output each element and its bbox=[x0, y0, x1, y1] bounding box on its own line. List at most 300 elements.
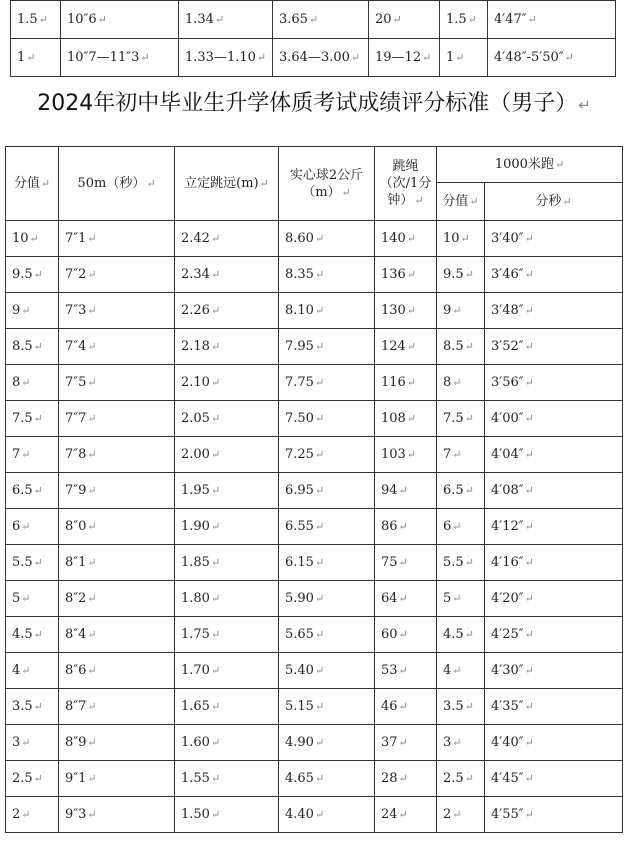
cell-value: 2.26 bbox=[181, 303, 210, 318]
table-cell bbox=[279, 617, 375, 653]
cell-value: 4′12″ bbox=[491, 519, 524, 534]
cell-value: 7″2 bbox=[65, 267, 87, 282]
table-cell bbox=[437, 653, 485, 689]
cell-value: 3′52″ bbox=[491, 339, 524, 354]
paragraph-mark-icon: ↵ bbox=[398, 592, 408, 605]
top-table-row bbox=[11, 1, 616, 39]
table-cell bbox=[59, 473, 175, 509]
header-50m-run: 50m（秒）↵ bbox=[59, 147, 175, 221]
table-cell bbox=[375, 293, 437, 329]
table-cell bbox=[179, 1, 273, 39]
table-cell bbox=[59, 365, 175, 401]
table-cell bbox=[485, 257, 623, 293]
cell-value: 7 bbox=[12, 447, 21, 462]
paragraph-mark-icon: ↵ bbox=[33, 556, 43, 569]
table-cell bbox=[59, 725, 175, 761]
cell-value: 8 bbox=[443, 375, 452, 390]
paragraph-mark-icon: ↵ bbox=[422, 51, 432, 64]
cell-value: 7.25 bbox=[285, 447, 314, 462]
cell-value: 5.40 bbox=[285, 663, 314, 678]
cell-value: 1 bbox=[446, 50, 455, 65]
table-cell bbox=[6, 797, 59, 833]
table-cell bbox=[273, 1, 369, 39]
table-cell bbox=[6, 473, 59, 509]
paragraph-mark-icon: ↵ bbox=[314, 808, 325, 821]
cell-value: 9.5 bbox=[12, 267, 33, 282]
table-cell bbox=[485, 437, 623, 473]
table-cell bbox=[279, 329, 375, 365]
paragraph-mark-icon: ↵ bbox=[308, 13, 319, 26]
table-row bbox=[6, 401, 623, 437]
cell-value: 7″9 bbox=[65, 483, 87, 498]
cell-value: 1.50 bbox=[181, 807, 210, 822]
paragraph-mark-icon: ↵ bbox=[314, 664, 325, 677]
cell-value: 8″4 bbox=[65, 627, 87, 642]
table-cell bbox=[437, 581, 485, 617]
cell-value: 1.70 bbox=[181, 663, 210, 678]
cell-value: 9.5 bbox=[443, 267, 464, 282]
paragraph-mark-icon: ↵ bbox=[314, 736, 325, 749]
paragraph-mark-icon: ↵ bbox=[578, 96, 591, 114]
paragraph-mark-icon: ↵ bbox=[87, 700, 97, 713]
table-cell bbox=[485, 221, 623, 257]
table-cell bbox=[437, 257, 485, 293]
cell-value: 75 bbox=[381, 555, 398, 570]
cell-value: 8.5 bbox=[443, 339, 464, 354]
table-row bbox=[6, 293, 623, 329]
paragraph-mark-icon: ↵ bbox=[87, 556, 97, 569]
paragraph-mark-icon: ↵ bbox=[406, 376, 417, 389]
table-row bbox=[6, 473, 623, 509]
paragraph-mark-icon: ↵ bbox=[21, 520, 31, 533]
table-cell bbox=[375, 725, 437, 761]
table-cell bbox=[375, 581, 437, 617]
table-row bbox=[6, 221, 623, 257]
paragraph-mark-icon: ↵ bbox=[524, 664, 534, 677]
paragraph-mark-icon: ↵ bbox=[87, 772, 97, 785]
paragraph-mark-icon: ↵ bbox=[314, 376, 325, 389]
paragraph-mark-icon: ↵ bbox=[210, 808, 221, 821]
paragraph-mark-icon: ↵ bbox=[33, 484, 43, 497]
table-cell bbox=[279, 761, 375, 797]
paragraph-mark-icon: ↵ bbox=[524, 592, 534, 605]
table-cell bbox=[375, 797, 437, 833]
table-cell bbox=[175, 221, 279, 257]
paragraph-mark-icon: ↵ bbox=[210, 484, 221, 497]
paragraph-mark-icon: ↵ bbox=[398, 484, 408, 497]
table-cell bbox=[279, 797, 375, 833]
table-cell bbox=[375, 257, 437, 293]
paragraph-mark-icon: ↵ bbox=[524, 340, 534, 353]
table-cell bbox=[279, 545, 375, 581]
table-cell bbox=[6, 329, 59, 365]
paragraph-mark-icon: ↵ bbox=[406, 448, 417, 461]
cell-value: 2.5 bbox=[12, 771, 33, 786]
table-row bbox=[6, 617, 623, 653]
cell-value: 64 bbox=[381, 591, 398, 606]
cell-value: 140 bbox=[381, 231, 406, 246]
cell-value: 5.90 bbox=[285, 591, 314, 606]
paragraph-mark-icon: ↵ bbox=[87, 664, 97, 677]
paragraph-mark-icon: ↵ bbox=[406, 412, 417, 425]
table-cell bbox=[369, 1, 440, 39]
table-cell bbox=[375, 437, 437, 473]
cell-value: 86 bbox=[381, 519, 398, 534]
table-cell bbox=[437, 509, 485, 545]
cell-value: 1 bbox=[17, 50, 26, 65]
table-cell bbox=[59, 545, 175, 581]
table-cell bbox=[279, 365, 375, 401]
paragraph-mark-icon: ↵ bbox=[210, 592, 221, 605]
table-row bbox=[6, 329, 623, 365]
table-cell bbox=[59, 401, 175, 437]
table-cell bbox=[11, 1, 61, 39]
cell-value: 1.34 bbox=[185, 12, 214, 27]
cell-value: 2.18 bbox=[181, 339, 210, 354]
cell-value: 4′55″ bbox=[491, 807, 524, 822]
top-table-row bbox=[11, 39, 616, 77]
table-cell bbox=[6, 365, 59, 401]
table-cell bbox=[279, 581, 375, 617]
cell-value: 6 bbox=[443, 519, 452, 534]
table-cell bbox=[375, 365, 437, 401]
table-row bbox=[6, 257, 623, 293]
paragraph-mark-icon: ↵ bbox=[406, 304, 417, 317]
table-row bbox=[6, 653, 623, 689]
paragraph-mark-icon: ↵ bbox=[398, 520, 408, 533]
table-cell bbox=[59, 437, 175, 473]
table-cell bbox=[6, 221, 59, 257]
table-cell bbox=[59, 653, 175, 689]
paragraph-mark-icon: ↵ bbox=[524, 412, 534, 425]
cell-value: 9 bbox=[12, 303, 21, 318]
paragraph-mark-icon: ↵ bbox=[406, 268, 417, 281]
cell-value: 3 bbox=[443, 735, 452, 750]
paragraph-mark-icon: ↵ bbox=[87, 304, 97, 317]
page-title bbox=[0, 86, 628, 117]
paragraph-mark-icon: ↵ bbox=[87, 340, 97, 353]
paragraph-mark-icon: ↵ bbox=[210, 664, 221, 677]
header-standing-jump: 立定跳远(m)↵ bbox=[175, 147, 279, 221]
paragraph-mark-icon: ↵ bbox=[524, 808, 534, 821]
table-cell bbox=[488, 1, 616, 39]
paragraph-mark-icon: ↵ bbox=[398, 736, 408, 749]
paragraph-mark-icon: ↵ bbox=[21, 736, 31, 749]
paragraph-mark-icon: ↵ bbox=[314, 592, 325, 605]
cell-value: 5.5 bbox=[12, 555, 33, 570]
paragraph-mark-icon: ↵ bbox=[97, 13, 107, 26]
table-cell bbox=[440, 1, 488, 39]
table-cell bbox=[6, 545, 59, 581]
cell-value: 1.55 bbox=[181, 771, 210, 786]
cell-value: 8″0 bbox=[65, 519, 87, 534]
paragraph-mark-icon: ↵ bbox=[455, 51, 465, 64]
table-cell bbox=[279, 689, 375, 725]
paragraph-mark-icon: ↵ bbox=[524, 700, 534, 713]
paragraph-mark-icon: ↵ bbox=[524, 232, 534, 245]
paragraph-mark-icon: ↵ bbox=[314, 448, 325, 461]
paragraph-mark-icon: ↵ bbox=[464, 628, 474, 641]
cell-value: 8.60 bbox=[285, 231, 314, 246]
table-cell bbox=[375, 617, 437, 653]
paragraph-mark-icon: ↵ bbox=[210, 412, 221, 425]
cell-value: 4′45″ bbox=[491, 771, 524, 786]
cell-value: 8″9 bbox=[65, 735, 87, 750]
table-row bbox=[6, 689, 623, 725]
cell-value: 20 bbox=[375, 12, 392, 27]
table-cell bbox=[59, 293, 175, 329]
cell-value: 4′20″ bbox=[491, 591, 524, 606]
cell-value: 8″6 bbox=[65, 663, 87, 678]
table-cell bbox=[437, 329, 485, 365]
paragraph-mark-icon: ↵ bbox=[464, 556, 474, 569]
paragraph-mark-icon: ↵ bbox=[398, 664, 408, 677]
table-row bbox=[6, 797, 623, 833]
table-cell bbox=[175, 725, 279, 761]
paragraph-mark-icon: ↵ bbox=[210, 304, 221, 317]
table-cell bbox=[279, 221, 375, 257]
cell-value: 7″4 bbox=[65, 339, 87, 354]
paragraph-mark-icon: ↵ bbox=[26, 51, 36, 64]
cell-value: 108 bbox=[381, 411, 406, 426]
cell-value: 24 bbox=[381, 807, 398, 822]
paragraph-mark-icon: ↵ bbox=[87, 232, 97, 245]
table-cell bbox=[175, 293, 279, 329]
cell-value: 2.05 bbox=[181, 411, 210, 426]
table-row bbox=[6, 725, 623, 761]
cell-value: 7″5 bbox=[65, 375, 87, 390]
table-cell bbox=[279, 401, 375, 437]
paragraph-mark-icon: ↵ bbox=[406, 340, 417, 353]
paragraph-mark-icon: ↵ bbox=[140, 51, 150, 64]
cell-value: 103 bbox=[381, 447, 406, 462]
paragraph-mark-icon: ↵ bbox=[452, 376, 462, 389]
table-cell bbox=[59, 329, 175, 365]
paragraph-mark-icon: ↵ bbox=[314, 304, 325, 317]
paragraph-mark-icon: ↵ bbox=[464, 340, 474, 353]
table-cell bbox=[375, 761, 437, 797]
table-row bbox=[6, 365, 623, 401]
table-cell bbox=[175, 545, 279, 581]
paragraph-mark-icon: ↵ bbox=[452, 736, 462, 749]
cell-value: 2.42 bbox=[181, 231, 210, 246]
table-cell bbox=[437, 401, 485, 437]
paragraph-mark-icon: ↵ bbox=[87, 376, 97, 389]
cell-value: 3.5 bbox=[443, 699, 464, 714]
cell-value: 7 bbox=[443, 447, 452, 462]
paragraph-mark-icon: ↵ bbox=[524, 772, 534, 785]
cell-value: 7″8 bbox=[65, 447, 87, 462]
table-row bbox=[6, 437, 623, 473]
paragraph-mark-icon: ↵ bbox=[21, 376, 31, 389]
paragraph-mark-icon: ↵ bbox=[210, 520, 221, 533]
title-text: 2024年初中毕业生升学体质考试成绩评分标准（男子） bbox=[37, 91, 578, 116]
cell-value: 6.5 bbox=[443, 483, 464, 498]
cell-value: 6.55 bbox=[285, 519, 314, 534]
table-cell bbox=[61, 1, 179, 39]
table-cell bbox=[375, 653, 437, 689]
paragraph-mark-icon: ↵ bbox=[87, 592, 97, 605]
paragraph-mark-icon: ↵ bbox=[524, 448, 534, 461]
table-cell bbox=[175, 581, 279, 617]
paragraph-mark-icon: ↵ bbox=[87, 520, 97, 533]
cell-value: 4′04″ bbox=[491, 447, 524, 462]
cell-value: 7″7 bbox=[65, 411, 87, 426]
cell-value: 4′35″ bbox=[491, 699, 524, 714]
paragraph-mark-icon: ↵ bbox=[464, 412, 474, 425]
table-cell bbox=[6, 581, 59, 617]
table-cell bbox=[6, 293, 59, 329]
paragraph-mark-icon: ↵ bbox=[33, 700, 43, 713]
paragraph-mark-icon: ↵ bbox=[452, 520, 462, 533]
table-cell bbox=[375, 329, 437, 365]
paragraph-mark-icon: ↵ bbox=[21, 448, 31, 461]
cell-value: 4.90 bbox=[285, 735, 314, 750]
table-row bbox=[6, 581, 623, 617]
paragraph-mark-icon: ↵ bbox=[524, 520, 534, 533]
scoring-table bbox=[5, 146, 623, 833]
table-cell bbox=[6, 725, 59, 761]
table-row bbox=[6, 761, 623, 797]
table-cell bbox=[485, 581, 623, 617]
table-cell bbox=[59, 689, 175, 725]
paragraph-mark-icon: ↵ bbox=[452, 664, 462, 677]
cell-value: 3.5 bbox=[12, 699, 33, 714]
paragraph-mark-icon: ↵ bbox=[87, 448, 97, 461]
paragraph-mark-icon: ↵ bbox=[314, 484, 325, 497]
table-cell bbox=[279, 725, 375, 761]
table-cell bbox=[175, 437, 279, 473]
table-cell bbox=[6, 401, 59, 437]
paragraph-mark-icon: ↵ bbox=[210, 556, 221, 569]
paragraph-mark-icon: ↵ bbox=[29, 232, 39, 245]
paragraph-mark-icon: ↵ bbox=[87, 412, 97, 425]
cell-value: 2 bbox=[443, 807, 452, 822]
table-cell bbox=[437, 473, 485, 509]
table-cell bbox=[375, 689, 437, 725]
table-cell bbox=[437, 221, 485, 257]
cell-value: 3′46″ bbox=[491, 267, 524, 282]
cell-value: 4′16″ bbox=[491, 555, 524, 570]
cell-value: 4.65 bbox=[285, 771, 314, 786]
table-cell bbox=[279, 437, 375, 473]
table-cell bbox=[179, 39, 273, 77]
table-cell bbox=[485, 293, 623, 329]
table-cell bbox=[175, 473, 279, 509]
table-cell bbox=[175, 401, 279, 437]
cell-value: 8.10 bbox=[285, 303, 314, 318]
cell-value: 4′00″ bbox=[491, 411, 524, 426]
table-cell bbox=[279, 509, 375, 545]
paragraph-mark-icon: ↵ bbox=[210, 268, 221, 281]
cell-value: 4′08″ bbox=[491, 483, 524, 498]
header-1000m-score: 分值↵ bbox=[437, 183, 485, 221]
cell-value: 1.75 bbox=[181, 627, 210, 642]
paragraph-mark-icon: ↵ bbox=[398, 808, 408, 821]
cell-value: 2 bbox=[12, 807, 21, 822]
paragraph-mark-icon: ↵ bbox=[314, 772, 325, 785]
paragraph-mark-icon: ↵ bbox=[87, 736, 97, 749]
cell-value: 4′25″ bbox=[491, 627, 524, 642]
paragraph-mark-icon: ↵ bbox=[21, 664, 31, 677]
cell-value: 1.95 bbox=[181, 483, 210, 498]
paragraph-mark-icon: ↵ bbox=[210, 376, 221, 389]
table-cell bbox=[485, 725, 623, 761]
cell-value: 1.80 bbox=[181, 591, 210, 606]
header-score: 分值↵ bbox=[6, 147, 59, 221]
paragraph-mark-icon: ↵ bbox=[38, 13, 48, 26]
cell-value: 28 bbox=[381, 771, 398, 786]
table-cell bbox=[485, 401, 623, 437]
paragraph-mark-icon: ↵ bbox=[87, 484, 97, 497]
paragraph-mark-icon: ↵ bbox=[33, 412, 43, 425]
table-cell bbox=[375, 545, 437, 581]
cell-value: 9″3 bbox=[65, 807, 87, 822]
table-cell bbox=[437, 293, 485, 329]
cell-value: 6.95 bbox=[285, 483, 314, 498]
table-cell bbox=[279, 653, 375, 689]
paragraph-mark-icon: ↵ bbox=[350, 51, 361, 64]
table-cell bbox=[175, 653, 279, 689]
table-cell bbox=[175, 257, 279, 293]
table-cell bbox=[6, 509, 59, 545]
cell-value: 8″1 bbox=[65, 555, 87, 570]
cell-value: 1.33—1.10 bbox=[185, 50, 256, 65]
cell-value: 4.5 bbox=[443, 627, 464, 642]
paragraph-mark-icon: ↵ bbox=[210, 340, 221, 353]
paragraph-mark-icon: ↵ bbox=[210, 736, 221, 749]
table-cell bbox=[437, 437, 485, 473]
table-cell bbox=[175, 617, 279, 653]
table-cell bbox=[59, 257, 175, 293]
paragraph-mark-icon: ↵ bbox=[210, 232, 221, 245]
table-cell bbox=[6, 437, 59, 473]
cell-value: 8″7 bbox=[65, 699, 87, 714]
cell-value: 1.5 bbox=[17, 12, 38, 27]
paragraph-mark-icon: ↵ bbox=[21, 304, 31, 317]
paragraph-mark-icon: ↵ bbox=[87, 268, 97, 281]
cell-value: 4.5 bbox=[12, 627, 33, 642]
paragraph-mark-icon: ↵ bbox=[406, 232, 417, 245]
table-cell bbox=[485, 653, 623, 689]
table-cell bbox=[437, 761, 485, 797]
paragraph-mark-icon: ↵ bbox=[452, 304, 462, 317]
paragraph-mark-icon: ↵ bbox=[524, 556, 534, 569]
paragraph-mark-icon: ↵ bbox=[452, 448, 462, 461]
cell-value: 19—12 bbox=[375, 50, 422, 65]
paragraph-mark-icon: ↵ bbox=[460, 232, 470, 245]
cell-value: 4.40 bbox=[285, 807, 314, 822]
cell-value: 3 bbox=[12, 735, 21, 750]
paragraph-mark-icon: ↵ bbox=[314, 700, 325, 713]
table-cell bbox=[375, 221, 437, 257]
table-cell bbox=[61, 39, 179, 77]
cell-value: 9 bbox=[443, 303, 452, 318]
cell-value: 1.90 bbox=[181, 519, 210, 534]
paragraph-mark-icon: ↵ bbox=[314, 232, 325, 245]
cell-value: 10″6 bbox=[67, 12, 97, 27]
cell-value: 3.65 bbox=[279, 12, 308, 27]
cell-value: 7″3 bbox=[65, 303, 87, 318]
cell-value: 5.65 bbox=[285, 627, 314, 642]
cell-value: 4′47″ bbox=[494, 12, 527, 27]
cell-value: 8 bbox=[12, 375, 21, 390]
paragraph-mark-icon: ↵ bbox=[33, 268, 43, 281]
cell-value: 7.50 bbox=[285, 411, 314, 426]
cell-value: 8.35 bbox=[285, 267, 314, 282]
cell-value: 3′40″ bbox=[491, 231, 524, 246]
table-row bbox=[6, 509, 623, 545]
